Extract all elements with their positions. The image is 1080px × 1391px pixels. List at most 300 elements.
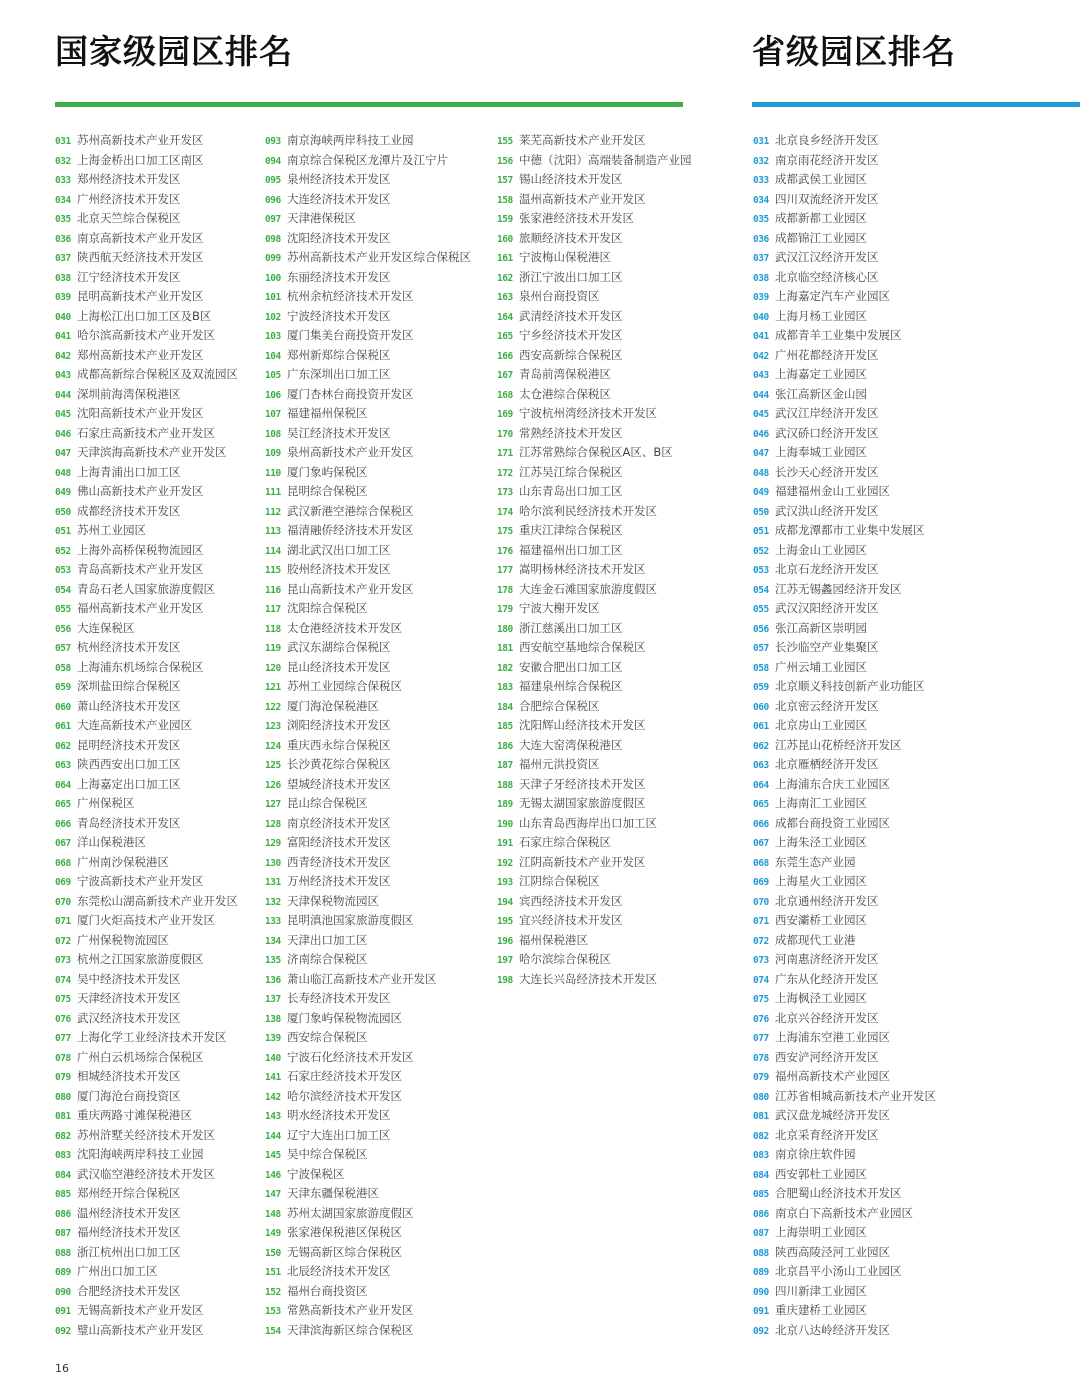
ranking-row [753,560,936,580]
ranking-row [265,209,471,229]
ranking-row [497,736,692,756]
park-name: 温州经济技术开发区 [77,1205,181,1220]
park-name: 西安浐河经济开发区 [775,1049,879,1064]
ranking-row [265,190,471,210]
rank-number: 072 [55,935,71,947]
rank-number: 131 [265,877,281,888]
rank-number: 178 [497,584,513,596]
park-name: 青岛高新技术产业开发区 [77,562,204,576]
ranking-row [497,950,692,970]
rank-number: 094 [265,155,281,167]
national-list-column-1 [55,131,238,1340]
rank-number: 092 [753,1325,769,1337]
rank-number: 091 [55,1306,71,1317]
ranking-row [265,151,471,171]
rank-number: 059 [753,682,769,693]
park-name: 宁乡经济技术开发区 [519,328,623,342]
rank-number: 186 [497,740,513,752]
rank-number: 079 [55,1072,71,1083]
park-name: 福州元洪投资区 [519,757,600,771]
park-name: 宁波石化经济技术开发区 [287,1049,414,1064]
ranking-row [753,1145,936,1165]
park-name: 北京临空经济核心区 [775,269,879,284]
ranking-row [753,833,936,853]
rank-number: 069 [753,877,769,888]
ranking-row [753,716,936,736]
park-name: 太仓港综合保税区 [519,386,611,401]
park-name: 上海浦东机场综合保税区 [77,659,204,674]
rank-number: 056 [753,623,769,635]
park-name: 南京白下高新技术产业园区 [775,1205,913,1220]
ranking-row [265,619,471,639]
ranking-row [55,346,238,366]
ranking-row [265,970,471,990]
park-name: 常熟高新技术产业开发区 [287,1303,414,1317]
rank-number: 095 [265,175,281,186]
park-name: 昆山经济技术开发区 [287,659,391,674]
park-name: 广州经济技术开发区 [77,191,181,206]
rank-number: 046 [55,428,71,440]
ranking-row [55,326,238,346]
park-name: 北京石龙经济开发区 [775,562,879,576]
ranking-row [55,1184,238,1204]
rank-number: 057 [55,643,71,654]
park-name: 济南综合保税区 [287,952,368,966]
rank-number: 053 [55,565,71,576]
ranking-row [753,209,936,229]
rank-number: 124 [265,740,281,752]
rank-number: 152 [265,1286,281,1298]
park-name: 北京顺义科技创新产业功能区 [775,679,925,693]
rank-number: 128 [265,818,281,830]
national-ranking-title: 国家级园区排名 [55,32,293,71]
rank-number: 162 [497,272,513,284]
park-name: 东莞松山湖高新技术产业开发区 [77,893,238,908]
park-name: 西安灞桥工业园区 [775,913,867,927]
ranking-row [265,482,471,502]
ranking-row [497,658,692,678]
park-name: 长寿经济技术开发区 [287,991,391,1005]
rank-number: 091 [753,1306,769,1317]
rank-number: 122 [265,701,281,713]
ranking-row [55,580,238,600]
park-name: 西安航空基地综合保税区 [519,640,646,654]
park-name: 宁波梅山保税港区 [519,250,611,264]
ranking-row [55,658,238,678]
rank-number: 050 [753,506,769,518]
ranking-row [753,1282,936,1302]
rank-number: 033 [753,175,769,186]
rank-number: 072 [753,935,769,947]
park-name: 哈尔滨综合保税区 [519,952,611,966]
park-name: 昆明经济技术开发区 [77,737,181,752]
park-name: 四川新津工业园区 [775,1283,867,1298]
park-name: 吴中经济技术开发区 [77,971,181,986]
rank-number: 145 [265,1150,281,1161]
ranking-row [265,1145,471,1165]
ranking-row [55,950,238,970]
rank-number: 037 [753,253,769,264]
park-name: 安徽合肥出口加工区 [519,659,623,674]
rank-number: 087 [753,1228,769,1239]
rank-number: 158 [497,194,513,206]
rank-number: 090 [55,1286,71,1298]
park-name: 上海金山工业园区 [775,542,867,557]
park-name: 江阴综合保税区 [519,874,600,888]
rank-number: 045 [753,409,769,420]
ranking-row [55,833,238,853]
ranking-row [497,209,692,229]
rank-number: 086 [55,1208,71,1220]
rank-number: 054 [55,584,71,596]
park-name: 武汉经济技术开发区 [77,1010,181,1025]
park-name: 天津滨海高新技术产业开发区 [77,445,227,459]
ranking-row [265,385,471,405]
ranking-row [497,326,692,346]
rank-number: 078 [55,1052,71,1064]
ranking-row [55,463,238,483]
rank-number: 069 [55,877,71,888]
park-name: 上海青浦出口加工区 [77,464,181,479]
park-name: 北京采育经济开发区 [775,1127,879,1142]
rank-number: 031 [753,136,769,147]
rank-number: 083 [55,1150,71,1161]
rank-number: 033 [55,175,71,186]
park-name: 重庆建桥工业园区 [775,1303,867,1317]
ranking-row [265,1223,471,1243]
rank-number: 165 [497,331,513,342]
park-name: 苏州工业园综合保税区 [287,679,402,693]
park-name: 宁波杭州湾经济技术开发区 [519,406,657,420]
park-name: 上海嘉定出口加工区 [77,776,181,791]
ranking-row [55,872,238,892]
park-name: 天津东疆保税港区 [287,1186,379,1200]
park-name: 上海南汇工业园区 [775,796,867,810]
ranking-row [497,638,692,658]
rank-number: 064 [55,779,71,791]
ranking-row [497,151,692,171]
park-name: 明水经济技术开发区 [287,1108,391,1122]
park-name: 厦门杏林台商投资开发区 [287,386,414,401]
rank-number: 107 [265,409,281,420]
ranking-row [753,892,936,912]
rank-number: 141 [265,1072,281,1083]
ranking-row [265,892,471,912]
park-name: 湖北武汉出口加工区 [287,542,391,557]
ranking-row [497,892,692,912]
rank-number: 133 [265,916,281,927]
park-name: 广东深圳出口加工区 [287,367,391,381]
ranking-row [265,638,471,658]
ranking-row [265,1301,471,1321]
park-name: 苏州高新技术产业开发区 [77,133,204,147]
park-name: 大连经济技术开发区 [287,191,391,206]
ranking-row [753,463,936,483]
rank-number: 130 [265,857,281,869]
ranking-row [753,151,936,171]
rank-number: 108 [265,428,281,440]
park-name: 杭州经济技术开发区 [77,640,181,654]
rank-number: 035 [753,214,769,225]
ranking-row [265,1106,471,1126]
rank-number: 070 [55,896,71,908]
ranking-row [265,599,471,619]
ranking-row [55,424,238,444]
ranking-row [55,1048,238,1068]
park-name: 东丽经济技术开发区 [287,269,391,284]
park-name: 福建福州金山工业园区 [775,484,890,498]
rank-number: 076 [753,1013,769,1025]
park-name: 上海月杨工业园区 [775,308,867,323]
ranking-row [497,560,692,580]
ranking-row [753,1243,936,1263]
rank-number: 074 [55,974,71,986]
ranking-row [497,502,692,522]
ranking-row [55,1087,238,1107]
park-name: 合肥经济技术开发区 [77,1283,181,1298]
rank-number: 180 [497,623,513,635]
rank-number: 087 [55,1228,71,1239]
ranking-row [497,463,692,483]
park-name: 江苏无锡蠡园经济开发区 [775,581,902,596]
park-name: 苏州高新技术产业开发区综合保税区 [287,250,471,264]
ranking-row [497,190,692,210]
rank-number: 049 [753,487,769,498]
ranking-row [497,697,692,717]
park-name: 南京徐庄软件园 [775,1147,856,1161]
ranking-row [753,170,936,190]
park-name: 广州南沙保税港区 [77,854,169,869]
ranking-row [753,365,936,385]
park-name: 天津港保税区 [287,211,356,225]
ranking-row [753,502,936,522]
park-name: 上海崇明工业园区 [775,1225,867,1239]
ranking-row [753,872,936,892]
ranking-row [55,560,238,580]
park-name: 相城经济技术开发区 [77,1069,181,1083]
rank-number: 075 [753,994,769,1005]
park-name: 石家庄综合保税区 [519,835,611,849]
rank-number: 143 [265,1111,281,1122]
park-name: 郑州新郑综合保税区 [287,347,391,362]
ranking-row [497,307,692,327]
ranking-row [753,541,936,561]
rank-number: 034 [753,194,769,206]
rank-number: 109 [265,448,281,459]
rank-number: 194 [497,896,513,908]
rank-number: 176 [497,545,513,557]
ranking-row [265,229,471,249]
rank-number: 116 [265,584,281,596]
ranking-row [265,287,471,307]
ranking-row [497,931,692,951]
rank-number: 060 [753,701,769,713]
ranking-row [55,1223,238,1243]
ranking-row [265,833,471,853]
park-name: 武汉汉阳经济开发区 [775,601,879,615]
ranking-row [265,989,471,1009]
park-name: 大连保税区 [77,620,135,635]
rank-number: 042 [55,350,71,362]
ranking-row [265,424,471,444]
ranking-row [753,1009,936,1029]
rank-number: 056 [55,623,71,635]
park-name: 北京房山工业园区 [775,718,867,732]
park-name: 天津出口加工区 [287,932,368,947]
rank-number: 066 [55,818,71,830]
park-name: 万州经济技术开发区 [287,874,391,888]
rank-number: 078 [753,1052,769,1064]
rank-number: 077 [55,1033,71,1044]
ranking-row [265,775,471,795]
park-name: 胶州经济技术开发区 [287,562,391,576]
park-name: 广东从化经济开发区 [775,971,879,986]
ranking-row [55,443,238,463]
rank-number: 086 [753,1208,769,1220]
park-name: 上海浦东空港工业园区 [775,1030,890,1044]
park-name: 江苏常熟综合保税区A区、B区 [519,445,673,459]
ranking-row [55,1126,238,1146]
rank-number: 045 [55,409,71,420]
park-name: 上海金桥出口加工区南区 [77,152,204,167]
park-name: 浙江杭州出口加工区 [77,1244,181,1259]
ranking-row [265,658,471,678]
rank-number: 032 [753,155,769,167]
rank-number: 081 [753,1111,769,1122]
ranking-row [497,872,692,892]
rank-number: 184 [497,701,513,713]
rank-number: 144 [265,1130,281,1142]
rank-number: 059 [55,682,71,693]
park-name: 江苏昆山花桥经济开发区 [775,737,902,752]
rank-number: 156 [497,155,513,167]
park-name: 西安高新综合保税区 [519,347,623,362]
park-name: 成都龙潭都市工业集中发展区 [775,523,925,537]
ranking-row [55,814,238,834]
rank-number: 065 [55,799,71,810]
park-name: 成都现代工业港 [775,932,856,947]
ranking-row [265,1262,471,1282]
park-name: 福建泉州综合保税区 [519,679,623,693]
park-name: 石家庄经济技术开发区 [287,1069,402,1083]
ranking-row [265,1165,471,1185]
park-name: 西安综合保税区 [287,1030,368,1044]
rank-number: 037 [55,253,71,264]
park-name: 合肥综合保税区 [519,698,600,713]
park-name: 郑州经济技术开发区 [77,172,181,186]
ranking-row [265,677,471,697]
ranking-row [265,248,471,268]
park-name: 武清经济技术开发区 [519,308,623,323]
ranking-row [753,404,936,424]
rank-number: 065 [753,799,769,810]
rank-number: 084 [753,1169,769,1181]
ranking-row [265,872,471,892]
park-name: 上海星火工业园区 [775,874,867,888]
rank-number: 054 [753,584,769,596]
ranking-row [753,307,936,327]
park-name: 富阳经济技术开发区 [287,835,391,849]
rank-number: 169 [497,409,513,420]
rank-number: 168 [497,389,513,401]
ranking-row [55,1028,238,1048]
park-name: 沈阳辉山经济技术开发区 [519,718,646,732]
ranking-row [497,229,692,249]
ranking-row [753,931,936,951]
park-name: 南京海峡两岸科技工业园 [287,133,414,147]
ranking-row [55,502,238,522]
rank-number: 142 [265,1091,281,1103]
ranking-row [753,599,936,619]
ranking-row [753,1165,936,1185]
ranking-row [265,326,471,346]
rank-number: 170 [497,428,513,440]
rank-number: 044 [753,389,769,401]
ranking-row [265,814,471,834]
ranking-row [55,151,238,171]
ranking-row [753,190,936,210]
rank-number: 039 [55,292,71,303]
park-name: 苏州太湖国家旅游度假区 [287,1205,414,1220]
ranking-row [753,1301,936,1321]
ranking-row [497,755,692,775]
rank-number: 149 [265,1228,281,1239]
ranking-row [55,521,238,541]
rank-number: 112 [265,506,281,518]
rank-number: 034 [55,194,71,206]
rank-number: 121 [265,682,281,693]
ranking-row [265,346,471,366]
park-name: 福州经济技术开发区 [77,1225,181,1239]
park-name: 宜兴经济技术开发区 [519,913,623,927]
ranking-row [753,1087,936,1107]
park-name: 青岛经济技术开发区 [77,815,181,830]
ranking-row [753,658,936,678]
ranking-row [497,131,692,151]
park-name: 石家庄高新技术产业开发区 [77,425,215,440]
park-name: 无锡太湖国家旅游度假区 [519,796,646,810]
ranking-row [55,1009,238,1029]
rank-number: 073 [753,955,769,966]
rank-number: 047 [753,448,769,459]
park-name: 南京经济技术开发区 [287,815,391,830]
park-name: 成都新都工业园区 [775,211,867,225]
ranking-row [753,619,936,639]
ranking-row [55,638,238,658]
ranking-row [55,1321,238,1341]
rank-number: 043 [753,370,769,381]
park-name: 北京通州经济开发区 [775,893,879,908]
rank-number: 198 [497,974,513,986]
park-name: 陕西高陵泾河工业园区 [775,1244,890,1259]
ranking-row [265,521,471,541]
park-name: 萧山临江高新技术产业开发区 [287,971,437,986]
park-name: 深圳前海湾保税港区 [77,386,181,401]
park-name: 大连长兴岛经济技术开发区 [519,971,657,986]
park-name: 福州高新技术产业开发区 [77,601,204,615]
park-name: 陕西西安出口加工区 [77,757,181,771]
rank-number: 140 [265,1052,281,1064]
park-name: 上海化学工业经济技术开发区 [77,1030,227,1044]
rank-number: 177 [497,565,513,576]
park-name: 北京八达岭经济开发区 [775,1322,890,1337]
ranking-row [55,1106,238,1126]
ranking-row [265,1321,471,1341]
rank-number: 067 [55,838,71,849]
park-name: 张家港保税港区保税区 [287,1225,402,1239]
park-name: 江苏省相城高新技术产业开发区 [775,1088,936,1103]
park-name: 上海奉城工业园区 [775,445,867,459]
